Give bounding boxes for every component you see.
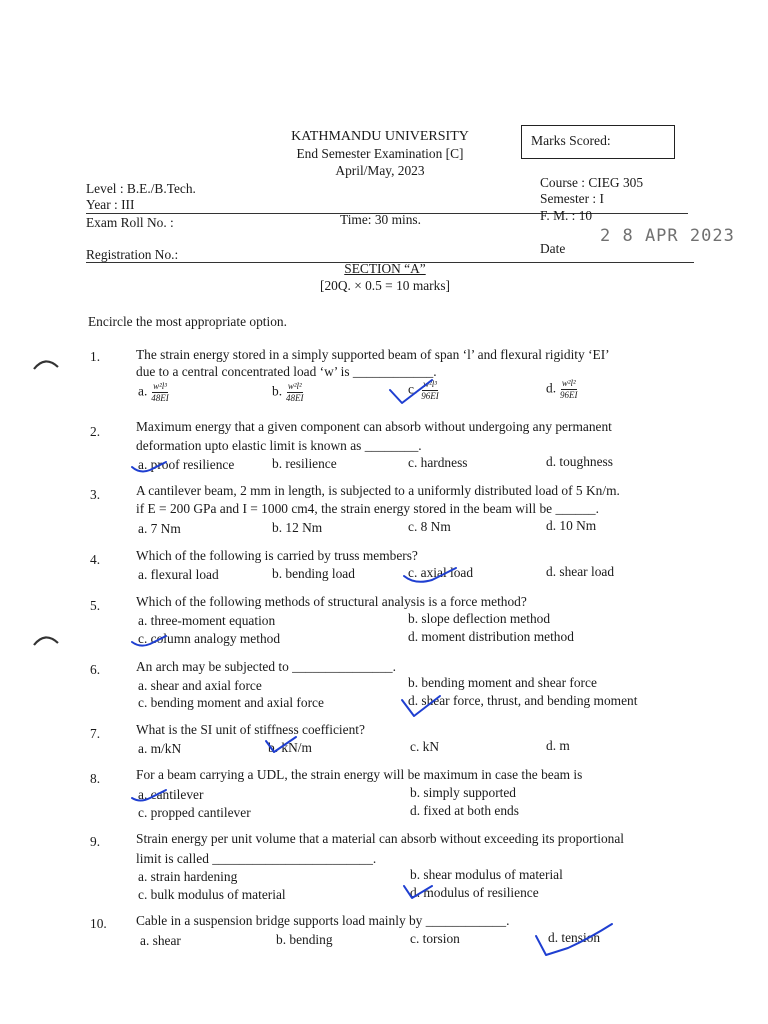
university-name: KATHMANDU UNIVERSITY: [291, 129, 469, 144]
exam-title: End Semester Examination [C]: [296, 146, 464, 161]
exam-session: April/May, 2023: [335, 163, 425, 178]
option-d[interactable]: d. m: [546, 738, 570, 753]
registration-field: Registration No.:: [86, 247, 179, 262]
option-d[interactable]: d. tension: [548, 930, 601, 945]
option-c[interactable]: c. hardness: [408, 455, 468, 470]
question-number: 8.: [90, 771, 101, 786]
question-number: 3.: [90, 487, 101, 502]
option-b[interactable]: b. slope deflection method: [408, 611, 551, 626]
fraction-denominator: 48EI: [286, 393, 304, 403]
full-marks-field: F. M. : 10: [540, 208, 593, 223]
option-b[interactable]: b. simply supported: [410, 785, 517, 800]
fraction-denominator: 48EI: [151, 393, 169, 403]
question-text: Maximum energy that a given component can absorb without undergoing any permanent: [136, 419, 612, 434]
course-field: Course : CIEG 305: [540, 175, 644, 190]
question-text: Cable in a suspension bridge supports load mainly by ____________.: [136, 913, 510, 928]
option-c[interactable]: c. axial load: [408, 565, 474, 580]
option-d[interactable]: d. modulus of resilience: [410, 885, 539, 900]
question-number: 1.: [90, 349, 101, 364]
option-a[interactable]: a. shear: [140, 933, 181, 948]
marks-scored-box: [521, 125, 675, 159]
punch-hole-mark-top: [32, 357, 60, 371]
question-number: 9.: [90, 834, 101, 849]
option-d[interactable]: d. moment distribution method: [408, 629, 574, 644]
option-letter: b.: [272, 383, 283, 399]
option-b[interactable]: b. bending moment and shear force: [408, 675, 597, 690]
fraction: [560, 378, 578, 401]
option-c[interactable]: [408, 379, 439, 402]
question-text: due to a central concentrated load ‘w’ is ____________.: [136, 364, 437, 379]
fraction-numerator: w²l²: [287, 381, 302, 391]
exam-roll-field: Exam Roll No. :: [86, 215, 174, 230]
fraction-denominator: 96EI: [560, 390, 578, 400]
time-field: Time: 30 mins.: [340, 212, 421, 227]
option-b[interactable]: [272, 381, 304, 404]
option-c[interactable]: c. column analogy method: [138, 631, 281, 646]
question-number: 6.: [90, 662, 101, 677]
option-c[interactable]: c. torsion: [410, 931, 460, 946]
option-a[interactable]: a. cantilever: [138, 787, 204, 802]
option-letter: d.: [546, 380, 557, 396]
option-a[interactable]: a. m/kN: [138, 741, 182, 756]
punch-hole-mark-bottom: [32, 633, 60, 647]
option-c[interactable]: c. bulk modulus of material: [138, 887, 286, 902]
question-number: 2.: [90, 424, 101, 439]
date-stamp: 2 8 APR 2023: [600, 226, 735, 246]
option-a[interactable]: [138, 381, 169, 404]
fraction-numerator: w²l³: [153, 381, 167, 391]
fraction: [286, 381, 304, 404]
semester-field: Semester : I: [540, 191, 604, 206]
option-b[interactable]: b. bending: [276, 932, 333, 947]
fraction-denominator: 96EI: [421, 391, 439, 401]
option-b[interactable]: b. shear modulus of material: [410, 867, 563, 882]
question-text: Strain energy per unit volume that a material can absorb without exceeding its proportional: [136, 831, 624, 846]
question-text: limit is called ________________________.: [136, 851, 377, 866]
question-number: 10.: [90, 916, 107, 931]
option-c[interactable]: c. propped cantilever: [138, 805, 251, 820]
date-label: Date: [540, 241, 566, 256]
option-a[interactable]: a. strain hardening: [138, 869, 238, 884]
option-d[interactable]: d. shear load: [546, 564, 615, 579]
option-c[interactable]: c. 8 Nm: [408, 519, 451, 534]
question-text: Which of the following is carried by truss members?: [136, 548, 418, 563]
option-a[interactable]: a. proof resilience: [138, 457, 235, 472]
option-letter: a.: [138, 383, 148, 399]
option-c[interactable]: c. bending moment and axial force: [138, 695, 324, 710]
option-b[interactable]: b. 12 Nm: [272, 520, 323, 535]
option-d[interactable]: d. fixed at both ends: [410, 803, 519, 818]
question-text: A cantilever beam, 2 mm in length, is subjected to a uniformly distributed load of 5 Kn/m.: [136, 483, 620, 498]
fraction: [421, 379, 439, 402]
section-marks: [20Q. × 0.5 = 10 marks]: [319, 278, 451, 293]
year-field: Year : III: [86, 197, 135, 212]
section-title: SECTION “A”: [344, 261, 426, 276]
option-a[interactable]: a. 7 Nm: [138, 521, 181, 536]
question-number: 4.: [90, 552, 101, 567]
fraction: [151, 381, 169, 404]
option-b[interactable]: b. resilience: [272, 456, 337, 471]
option-d[interactable]: [546, 378, 578, 401]
option-letter: c.: [408, 381, 418, 397]
option-a[interactable]: a. shear and axial force: [138, 678, 262, 693]
question-number: 7.: [90, 726, 101, 741]
question-text: An arch may be subjected to _______________.: [136, 659, 396, 674]
question-text: What is the SI unit of stiffness coefficient?: [136, 722, 365, 737]
option-c[interactable]: c. kN: [410, 739, 440, 754]
level-field: Level : B.E./B.Tech.: [86, 181, 196, 196]
option-b[interactable]: b. kN/m: [268, 740, 312, 755]
question-text: The strain energy stored in a simply supported beam of span ‘l’ and flexural rigidity ‘EI’: [136, 347, 610, 362]
option-a[interactable]: a. flexural load: [138, 567, 219, 582]
option-d[interactable]: d. toughness: [546, 454, 613, 469]
fraction-numerator: w²l³: [423, 379, 437, 389]
question-text: Which of the following methods of structural analysis is a force method?: [136, 594, 527, 609]
instruction-text: Encircle the most appropriate option.: [88, 314, 287, 329]
marks-scored-label: Marks Scored:: [531, 133, 611, 148]
option-d[interactable]: d. shear force, thrust, and bending moment: [408, 693, 638, 708]
question-text: deformation upto elastic limit is known as ________.: [136, 438, 422, 453]
question-text: if E = 200 GPa and I = 1000 cm4, the strain energy stored in the beam will be ______.: [136, 501, 599, 516]
fraction-numerator: w²l²: [561, 378, 576, 388]
option-a[interactable]: a. three-moment equation: [138, 613, 276, 628]
question-number: 5.: [90, 598, 101, 613]
option-d[interactable]: d. 10 Nm: [546, 518, 597, 533]
option-b[interactable]: b. bending load: [272, 566, 355, 581]
question-text: For a beam carrying a UDL, the strain energy will be maximum in case the beam is: [136, 767, 583, 782]
